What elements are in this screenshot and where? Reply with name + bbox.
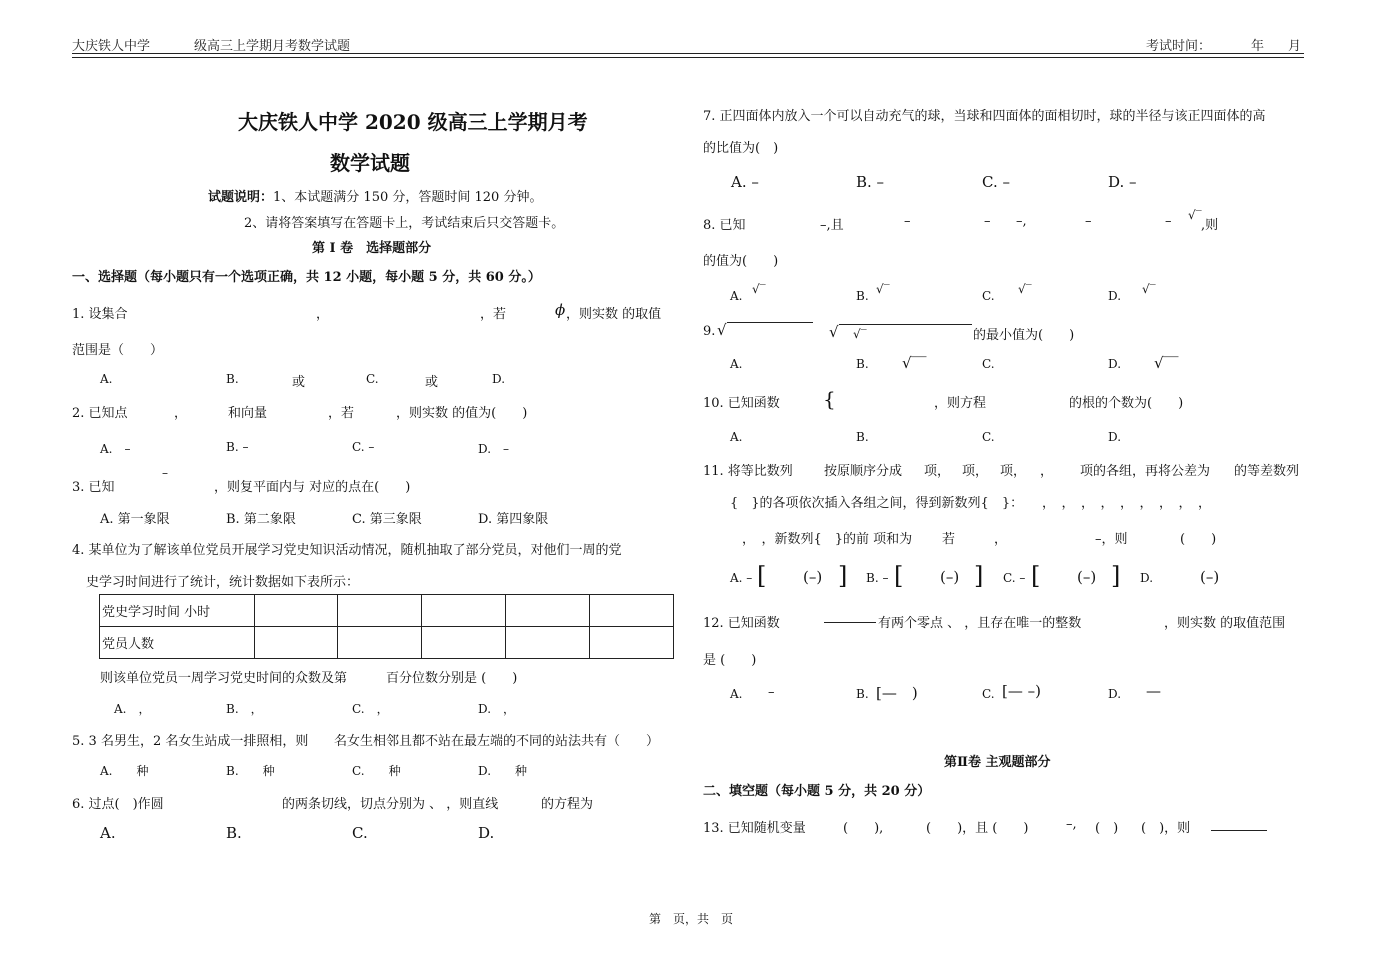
q12-option-a: A. (730, 687, 743, 701)
q8-text-e: –, (1016, 214, 1027, 229)
q11-option-c-bracket-right: ] (1111, 562, 1121, 590)
table-cell (422, 595, 506, 627)
q9-sqrt-icon: √ (717, 321, 727, 339)
q12-option-d: D. (1108, 687, 1122, 701)
q5-option-c: C. 种 (352, 764, 401, 778)
q1-text-e: 范围是（ ） (72, 343, 164, 358)
header-rule-thin (72, 57, 1304, 58)
q9-sqrt2-bar (839, 324, 972, 325)
q12-option-b-interval: [— ) (876, 684, 918, 702)
section2-heading: 二、填空题（每小题 5 分，共 20 分） (703, 784, 931, 799)
q8-option-d-sqrt-icon: √‾ (1142, 282, 1156, 296)
q8-text-f: – (1085, 214, 1092, 229)
q11-option-a-bracket-left: [ (757, 562, 767, 590)
q7-option-b: B. – (856, 173, 885, 191)
q8-option-d: D. (1108, 289, 1122, 303)
q11-line1-c: 项， (924, 464, 951, 479)
table-cell: 党史学习时间 小时 (100, 595, 255, 627)
q4-after-b: 百分位数分别是 ( ) (386, 671, 518, 686)
q12-line2: 是 ( ) (703, 653, 757, 668)
q2-text-d: ，若 (328, 406, 355, 421)
q9-option-b: B. (856, 357, 869, 371)
q13-text-c: ( )，且 ( ) (926, 821, 1029, 836)
q11-option-d-paren: (–) (1200, 568, 1220, 586)
q6-option-a: A. (100, 824, 116, 842)
q12-option-d-bar: — (1146, 682, 1161, 700)
q4-option-a: A. ， (114, 702, 151, 716)
q3-option-a: A. 第一象限 (100, 512, 170, 527)
q7-option-a: A. – (731, 173, 759, 191)
q10-option-c: C. (982, 430, 995, 444)
q7-line2: 的比值为( ) (703, 141, 779, 156)
q5-text-a: 5. 3 名男生，2 名女生站成一排照相，则 (72, 734, 309, 749)
q11-line3-c: ， (994, 532, 1008, 547)
q1-option-a: A. (100, 372, 113, 386)
header-time-label: 考试时间： (1146, 39, 1212, 54)
q6-option-b: B. (226, 824, 242, 842)
table-cell (255, 595, 338, 627)
instructions-text1: 1、本试题满分 150 分，答题时间 120 分钟。 (273, 190, 543, 205)
q5-option-b: B. 种 (226, 764, 275, 778)
table-cell (506, 627, 590, 659)
q11-option-c: C. – (1003, 571, 1026, 585)
q13-text-f: ( )，则 (1141, 821, 1191, 836)
q12-option-c: C. (982, 687, 995, 701)
q3-text-b: ，则复平面内与 对应的点在( ) (214, 480, 411, 495)
table-cell (338, 627, 422, 659)
part1-heading: 第 I 卷 选择题部分 (312, 241, 432, 256)
q10-text-a: 10. 已知函数 (703, 396, 780, 411)
q11-line3-d: –，则 (1095, 532, 1128, 547)
q3-option-d: D. 第四象限 (478, 512, 549, 527)
q9-text-b: 的最小值为( ) (973, 328, 1075, 343)
q8-option-b: B. (856, 289, 869, 303)
q11-line3-a: ， ，新数列{ }的前 项和为 (742, 532, 913, 547)
table-cell: 党员人数 (100, 627, 255, 659)
q11-line3-b: 若 (942, 532, 956, 547)
q1-text-b: ， (316, 307, 330, 322)
header-exam-name: 级高三上学期月考数学试题 (194, 39, 351, 54)
q10-brace-icon: { (823, 387, 836, 411)
q1-option-d: D. (492, 372, 506, 386)
q11-option-c-bracket-left: [ (1031, 562, 1041, 590)
q1-option-c-or: 或 (425, 375, 439, 390)
q10-text-c: 的根的个数为( ) (1069, 396, 1184, 411)
q7-option-d: D. – (1108, 173, 1137, 191)
q8-line2: 的值为( ) (703, 254, 779, 269)
q11-line1-b: 按原顺序分成 (824, 464, 903, 479)
q5-option-d: D. 种 (478, 764, 528, 778)
q9-sqrt-bar (727, 322, 813, 323)
q1-text-c: ，若 (480, 307, 507, 322)
q11-option-a: A. – (730, 571, 753, 585)
q9-option-c: C. (982, 357, 995, 371)
instructions-line1 (208, 186, 542, 205)
q13-text-d: –, (1066, 817, 1077, 832)
q12-text-a: 12. 已知函数 (703, 616, 780, 631)
q2-text-b: ， (174, 406, 188, 421)
q11-line1-g: 项的各组，再将公差为 (1080, 464, 1211, 479)
q8-option-b-sqrt-icon: √‾ (876, 282, 890, 296)
q13-text-e: ( ) (1095, 821, 1119, 836)
q1-option-c: C. (366, 372, 379, 386)
q3-text-a: 3. 已知 (72, 480, 115, 495)
table-row (100, 627, 674, 659)
q8-text-b: –,且 (820, 218, 844, 233)
q8-option-a-sqrt-icon: √‾ (752, 282, 766, 296)
q6-text-a: 6. 过点( )作圆 (72, 797, 164, 812)
q10-text-b: ，则方程 (934, 396, 987, 411)
q11-line1-a: 11. 将等比数列 (703, 464, 793, 479)
q2-text-e: ，则实数 的值为( ) (396, 406, 528, 421)
q8-text-a: 8. 已知 (703, 218, 746, 233)
q11-line2-a: { }的各项依次插入各组之间，得到新数列{ }： (730, 496, 1024, 511)
q4-line2: 史学习时间进行了统计，统计数据如下表所示： (86, 575, 360, 590)
page-footer: 第 页，共 页 (649, 912, 734, 926)
table-cell (422, 627, 506, 659)
q2-text-a: 2. 已知点 (72, 406, 128, 421)
q10-option-b: B. (856, 430, 869, 444)
section1-heading: 一、选择题（每小题只有一个选项正确，共 12 小题，每小题 5 分，共 60 分。） (72, 270, 541, 285)
q9-option-b-sqrt-icon: √‾‾ (902, 354, 927, 372)
header-year: 年 (1251, 39, 1265, 54)
table-cell (255, 627, 338, 659)
q4-option-d: D. ， (478, 702, 516, 716)
q1-text-a: 1. 设集合 (72, 307, 128, 322)
q11-option-b-bracket-left: [ (894, 562, 904, 590)
q13-answer-blank (1211, 830, 1267, 831)
q12-text-c: ，则实数 的取值范围 (1164, 616, 1286, 631)
part2-heading: 第Ⅱ卷 主观题部分 (944, 755, 1051, 770)
header-rule-thick (72, 53, 1304, 54)
q8-text-g: – (1165, 214, 1172, 229)
q9-sqrt2-icon: √ (829, 323, 839, 341)
q7-line1: 7. 正四面体内放入一个可以自动充气的球，当球和四面体的面相切时，球的半径与该正四面体的高 (703, 109, 1266, 124)
q4-option-b: B. ， (226, 702, 263, 716)
q2-option-d: D. – (478, 442, 510, 456)
q4-stat-table (99, 594, 674, 659)
q6-text-c: 的方程为 (541, 797, 594, 812)
q12-option-c-interval: [— –) (1002, 682, 1041, 700)
q6-option-c: C. (352, 824, 368, 842)
q4-line1: 4. 某单位为了解该单位党员开展学习党史知识活动情况，随机抽取了部分党员，对他们一周的党 (72, 543, 622, 558)
q12-option-a-sym: – (768, 685, 775, 700)
page-title: 大庆铁人中学 2020 级高三上学期月考 (238, 110, 588, 134)
q3-option-b: B. 第二象限 (226, 512, 296, 527)
q5-option-a: A. 种 (100, 764, 149, 778)
q11-option-b-bracket-right: ] (974, 562, 984, 590)
q8-option-c-sqrt-icon: √‾ (1018, 282, 1032, 296)
q12-option-b: B. (856, 687, 869, 701)
q6-text-b: 的两条切线，切点分别为 、 ，则直线 (282, 797, 499, 812)
q2-option-c: C. – (352, 440, 375, 454)
q11-line1-e: 项， (1000, 464, 1027, 479)
header-month: 月 (1288, 39, 1302, 54)
q11-option-c-paren: (–) (1077, 568, 1097, 586)
q11-option-d: D. (1140, 571, 1154, 585)
q8-text-h: ,则 (1201, 218, 1219, 233)
q9-text-a: 9. (703, 324, 716, 339)
q13-text-b: ( ), (843, 821, 884, 836)
q3-bar: – (162, 466, 168, 480)
table-cell (590, 627, 674, 659)
q11-line1-f: ， (1040, 464, 1054, 479)
q7-option-c: C. – (982, 173, 1010, 191)
q8-option-c: C. (982, 289, 995, 303)
q6-option-d: D. (478, 824, 495, 842)
table-cell (590, 595, 674, 627)
q2-text-c: 和向量 (228, 406, 268, 421)
q11-option-a-paren: (–) (803, 568, 823, 586)
q10-option-a: A. (730, 430, 743, 444)
q9-option-d-sqrt-icon: √‾‾ (1154, 354, 1179, 372)
page-subtitle: 数学试题 (330, 151, 410, 175)
q13-text-a: 13. 已知随机变量 (703, 821, 806, 836)
q11-option-b-paren: (–) (940, 568, 960, 586)
q12-text-b: 有两个零点 、 ，且存在唯一的整数 (878, 616, 1082, 631)
q11-line1-h: 的等差数列 (1234, 464, 1300, 479)
q11-option-b: B. – (866, 571, 889, 585)
q8-option-a: A. (730, 289, 743, 303)
q4-after-a: 则该单位党员一周学习党史时间的众数及第 (100, 671, 348, 686)
q11-option-a-bracket-right: ] (838, 562, 848, 590)
q12-fraction-bar (824, 622, 876, 623)
q11-line1-d: 项， (962, 464, 989, 479)
q9-sqrt3-icon: √‾ (853, 327, 867, 341)
q1-phi-symbol: ϕ (555, 301, 566, 319)
table-cell (506, 595, 590, 627)
q5-text-b: 名女生相邻且都不站在最左端的不同的站法共有（ ） (334, 734, 660, 749)
table-row (100, 595, 674, 627)
instructions-label: 试题说明： (208, 190, 274, 205)
q1-option-b-or: 或 (292, 375, 306, 390)
q9-option-a: A. (730, 357, 743, 371)
q1-text-d: ，则实数 的取值 (566, 307, 662, 322)
q2-option-b: B. – (226, 440, 249, 454)
q1-option-b: B. (226, 372, 239, 386)
q4-option-c: C. ， (352, 702, 389, 716)
q10-option-d: D. (1108, 430, 1122, 444)
q2-option-a: A. – (100, 442, 131, 456)
header-school: 大庆铁人中学 (72, 39, 151, 54)
q9-option-d: D. (1108, 357, 1122, 371)
q8-text-d: – (984, 214, 991, 229)
q3-option-c: C. 第三象限 (352, 512, 422, 527)
instructions-line2: 2、请将答案填写在答题卡上，考试结束后只交答题卡。 (244, 216, 565, 231)
q11-line2-b: ， ， ， ， ， ， ， ， ， (1042, 496, 1212, 511)
q11-line3-e: ( ) (1180, 532, 1217, 547)
q8-text-c: – (904, 214, 911, 229)
q8-sqrt-icon: √‾ (1188, 208, 1202, 222)
table-cell (338, 595, 422, 627)
